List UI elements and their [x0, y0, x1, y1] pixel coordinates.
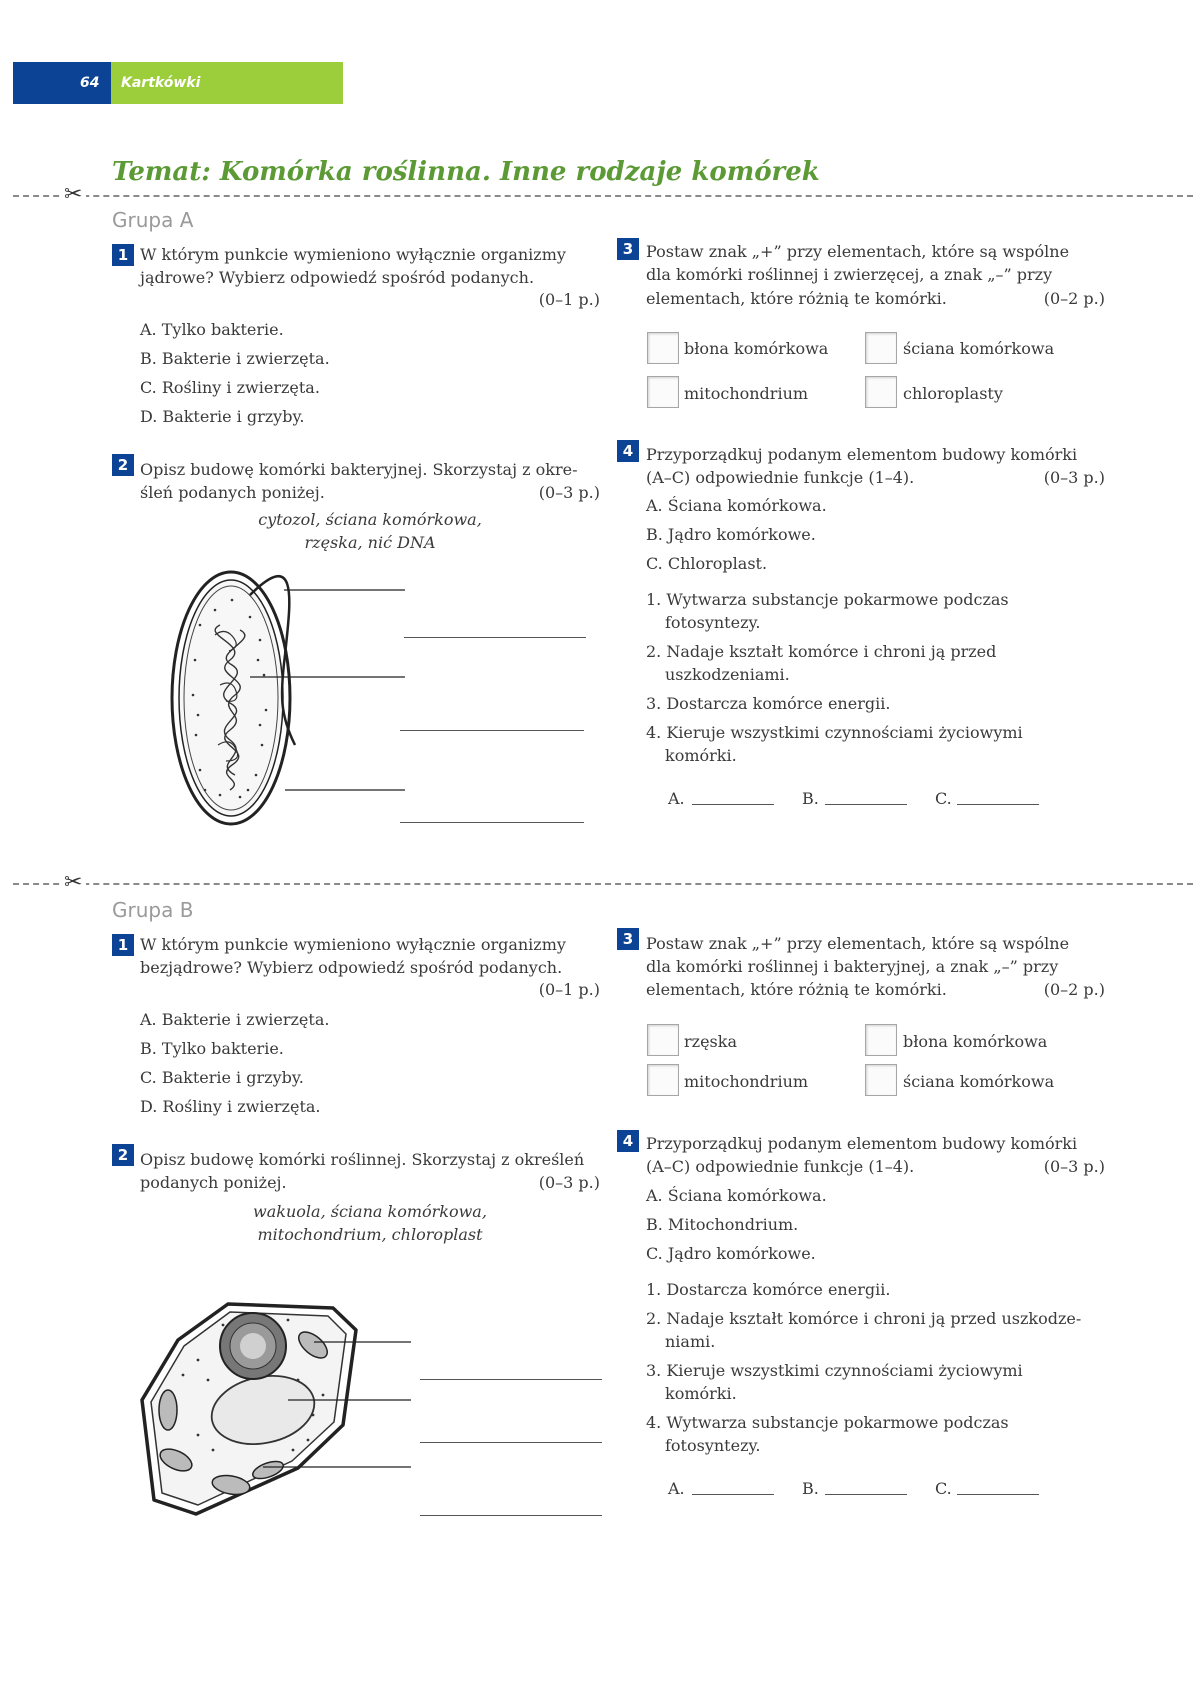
answer-option[interactable]: B. Bakterie i zwierzęta. — [140, 349, 330, 368]
function-item: 3. Kieruje wszystkimi czynnościami życiowymi — [646, 1361, 1023, 1380]
function-item: 1. Wytwarza substancje pokarmowe podczas — [646, 590, 1009, 609]
terms-list: mitochondrium, chloroplast — [257, 1225, 483, 1244]
cell-element: C. Jądro komórkowe. — [646, 1244, 816, 1263]
question-text: elementach, które różnią te komórki. — [646, 980, 947, 999]
topic-title: Temat: Komórka roślinna. Inne rodzaje komórek — [112, 157, 820, 187]
function-item: fotosyntezy. — [665, 1436, 761, 1455]
answer-line[interactable] — [420, 1442, 602, 1443]
question-text: Postaw znak „+” przy elementach, które są wspólne — [646, 242, 1070, 261]
answer-label: A. — [668, 1479, 685, 1498]
terms-list: rzęska, nić DNA — [304, 533, 436, 552]
answer-line[interactable] — [692, 1494, 774, 1495]
question-text: W którym punkcie wymieniono wyłącznie organizmy — [140, 935, 566, 954]
question-points: (0–2 p.) — [1043, 980, 1105, 999]
question-text: Przyporządkuj podanym elementom budowy komórki — [646, 445, 1078, 464]
answer-checkbox[interactable] — [647, 1064, 679, 1096]
function-item: komórki. — [665, 746, 737, 765]
function-item: fotosyntezy. — [665, 613, 761, 632]
answer-checkbox[interactable] — [865, 332, 897, 364]
answer-option[interactable]: C. Rośliny i zwierzęta. — [140, 378, 320, 397]
answer-checkbox[interactable] — [647, 1024, 679, 1056]
answer-line[interactable] — [825, 1494, 907, 1495]
question-text: Opisz budowę komórki roślinnej. Skorzystaj z określeń — [140, 1150, 585, 1169]
group-b-title: Grupa B — [112, 898, 194, 922]
answer-line[interactable] — [404, 637, 586, 638]
question-text: (A–C) odpowiednie funkcje (1–4). — [646, 468, 915, 487]
question-text: bezjądrowe? Wybierz odpowiedź spośród podanych. — [140, 958, 563, 977]
question-number: 2 — [112, 454, 134, 476]
cut-line-top — [13, 195, 1193, 197]
cell-element: B. Jądro komórkowe. — [646, 525, 816, 544]
question-text: Przyporządkuj podanym elementom budowy komórki — [646, 1134, 1078, 1153]
answer-label: A. — [668, 789, 685, 808]
terms-list: cytozol, ściana komórkowa, — [258, 510, 482, 529]
checkbox-label: mitochondrium — [684, 1072, 809, 1091]
bacterial-cell-diagram — [160, 565, 600, 835]
question-text: śleń podanych poniżej. — [140, 483, 325, 502]
question-points: (0–1 p.) — [538, 980, 600, 999]
question-text: dla komórki roślinnej i zwierzęcej, a znak „–” przy — [646, 265, 1053, 284]
answer-option[interactable]: A. Bakterie i zwierzęta. — [140, 1010, 330, 1029]
function-item: komórki. — [665, 1384, 737, 1403]
cell-element: B. Mitochondrium. — [646, 1215, 799, 1234]
group-a-title: Grupa A — [112, 208, 194, 232]
answer-option[interactable]: A. Tylko bakterie. — [140, 320, 284, 339]
question-text: dla komórki roślinnej i bakteryjnej, a znak „–” przy — [646, 957, 1059, 976]
plant-cell-diagram — [138, 1300, 608, 1520]
question-points: (0–2 p.) — [1043, 289, 1105, 308]
answer-checkbox[interactable] — [647, 332, 679, 364]
cut-line-middle — [13, 883, 1193, 885]
answer-checkbox[interactable] — [865, 1064, 897, 1096]
question-number: 4 — [617, 440, 639, 462]
question-points: (0–3 p.) — [538, 1173, 600, 1192]
question-text: W którym punkcie wymieniono wyłącznie organizmy — [140, 245, 566, 264]
function-item: 4. Wytwarza substancje pokarmowe podczas — [646, 1413, 1009, 1432]
section-title: Kartkówki — [121, 75, 201, 91]
answer-line[interactable] — [400, 730, 584, 731]
answer-label: B. — [802, 1479, 819, 1498]
answer-line[interactable] — [957, 804, 1039, 805]
function-item: 1. Dostarcza komórce energii. — [646, 1280, 891, 1299]
answer-checkbox[interactable] — [647, 376, 679, 408]
function-item: 2. Nadaje kształt komórce i chroni ją przed uszkodze- — [646, 1309, 1082, 1328]
answer-line[interactable] — [420, 1515, 602, 1516]
question-number: 2 — [112, 1144, 134, 1166]
question-text: Postaw znak „+” przy elementach, które są wspólne — [646, 934, 1070, 953]
question-number: 1 — [112, 934, 134, 956]
function-item: 4. Kieruje wszystkimi czynnościami życiowymi — [646, 723, 1023, 742]
page-number: 64 — [80, 75, 100, 91]
answer-line[interactable] — [692, 804, 774, 805]
question-text: podanych poniżej. — [140, 1173, 287, 1192]
answer-line[interactable] — [400, 822, 584, 823]
function-item: 2. Nadaje kształt komórce i chroni ją przed — [646, 642, 997, 661]
function-item: uszkodzeniami. — [665, 665, 790, 684]
question-number: 3 — [617, 928, 639, 950]
answer-option[interactable]: D. Rośliny i zwierzęta. — [140, 1097, 321, 1116]
function-item: niami. — [665, 1332, 716, 1351]
answer-line[interactable] — [420, 1379, 602, 1380]
answer-line[interactable] — [957, 1494, 1039, 1495]
checkbox-label: mitochondrium — [684, 384, 809, 403]
question-text: (A–C) odpowiednie funkcje (1–4). — [646, 1157, 915, 1176]
cell-element: A. Ściana komórkowa. — [646, 1186, 827, 1205]
cell-element: A. Ściana komórkowa. — [646, 496, 827, 515]
answer-label: C. — [935, 789, 952, 808]
function-item: 3. Dostarcza komórce energii. — [646, 694, 891, 713]
answer-checkbox[interactable] — [865, 376, 897, 408]
question-text: Opisz budowę komórki bakteryjnej. Skorzystaj z okre- — [140, 460, 578, 479]
question-number: 1 — [112, 244, 134, 266]
answer-label: C. — [935, 1479, 952, 1498]
question-points: (0–3 p.) — [1043, 1157, 1105, 1176]
answer-option[interactable]: D. Bakterie i grzyby. — [140, 407, 305, 426]
question-points: (0–1 p.) — [538, 290, 600, 309]
question-number: 4 — [617, 1130, 639, 1152]
question-number: 3 — [617, 238, 639, 260]
terms-list: wakuola, ściana komórkowa, — [253, 1202, 487, 1221]
checkbox-label: błona komórkowa — [903, 1032, 1048, 1051]
scissors-icon: ✂ — [60, 184, 86, 206]
answer-option[interactable]: B. Tylko bakterie. — [140, 1039, 284, 1058]
scissors-icon: ✂ — [60, 872, 86, 894]
question-points: (0–3 p.) — [538, 483, 600, 502]
question-text: jądrowe? Wybierz odpowiedź spośród podanych. — [140, 268, 535, 287]
checkbox-label: ściana komórkowa — [903, 339, 1055, 358]
checkbox-label: rzęska — [684, 1032, 737, 1051]
answer-checkbox[interactable] — [865, 1024, 897, 1056]
checkbox-label: błona komórkowa — [684, 339, 829, 358]
checkbox-label: chloroplasty — [903, 384, 1003, 403]
question-text: elementach, które różnią te komórki. — [646, 289, 947, 308]
cell-element: C. Chloroplast. — [646, 554, 768, 573]
answer-option[interactable]: C. Bakterie i grzyby. — [140, 1068, 304, 1087]
checkbox-label: ściana komórkowa — [903, 1072, 1055, 1091]
answer-label: B. — [802, 789, 819, 808]
question-points: (0–3 p.) — [1043, 468, 1105, 487]
answer-line[interactable] — [825, 804, 907, 805]
